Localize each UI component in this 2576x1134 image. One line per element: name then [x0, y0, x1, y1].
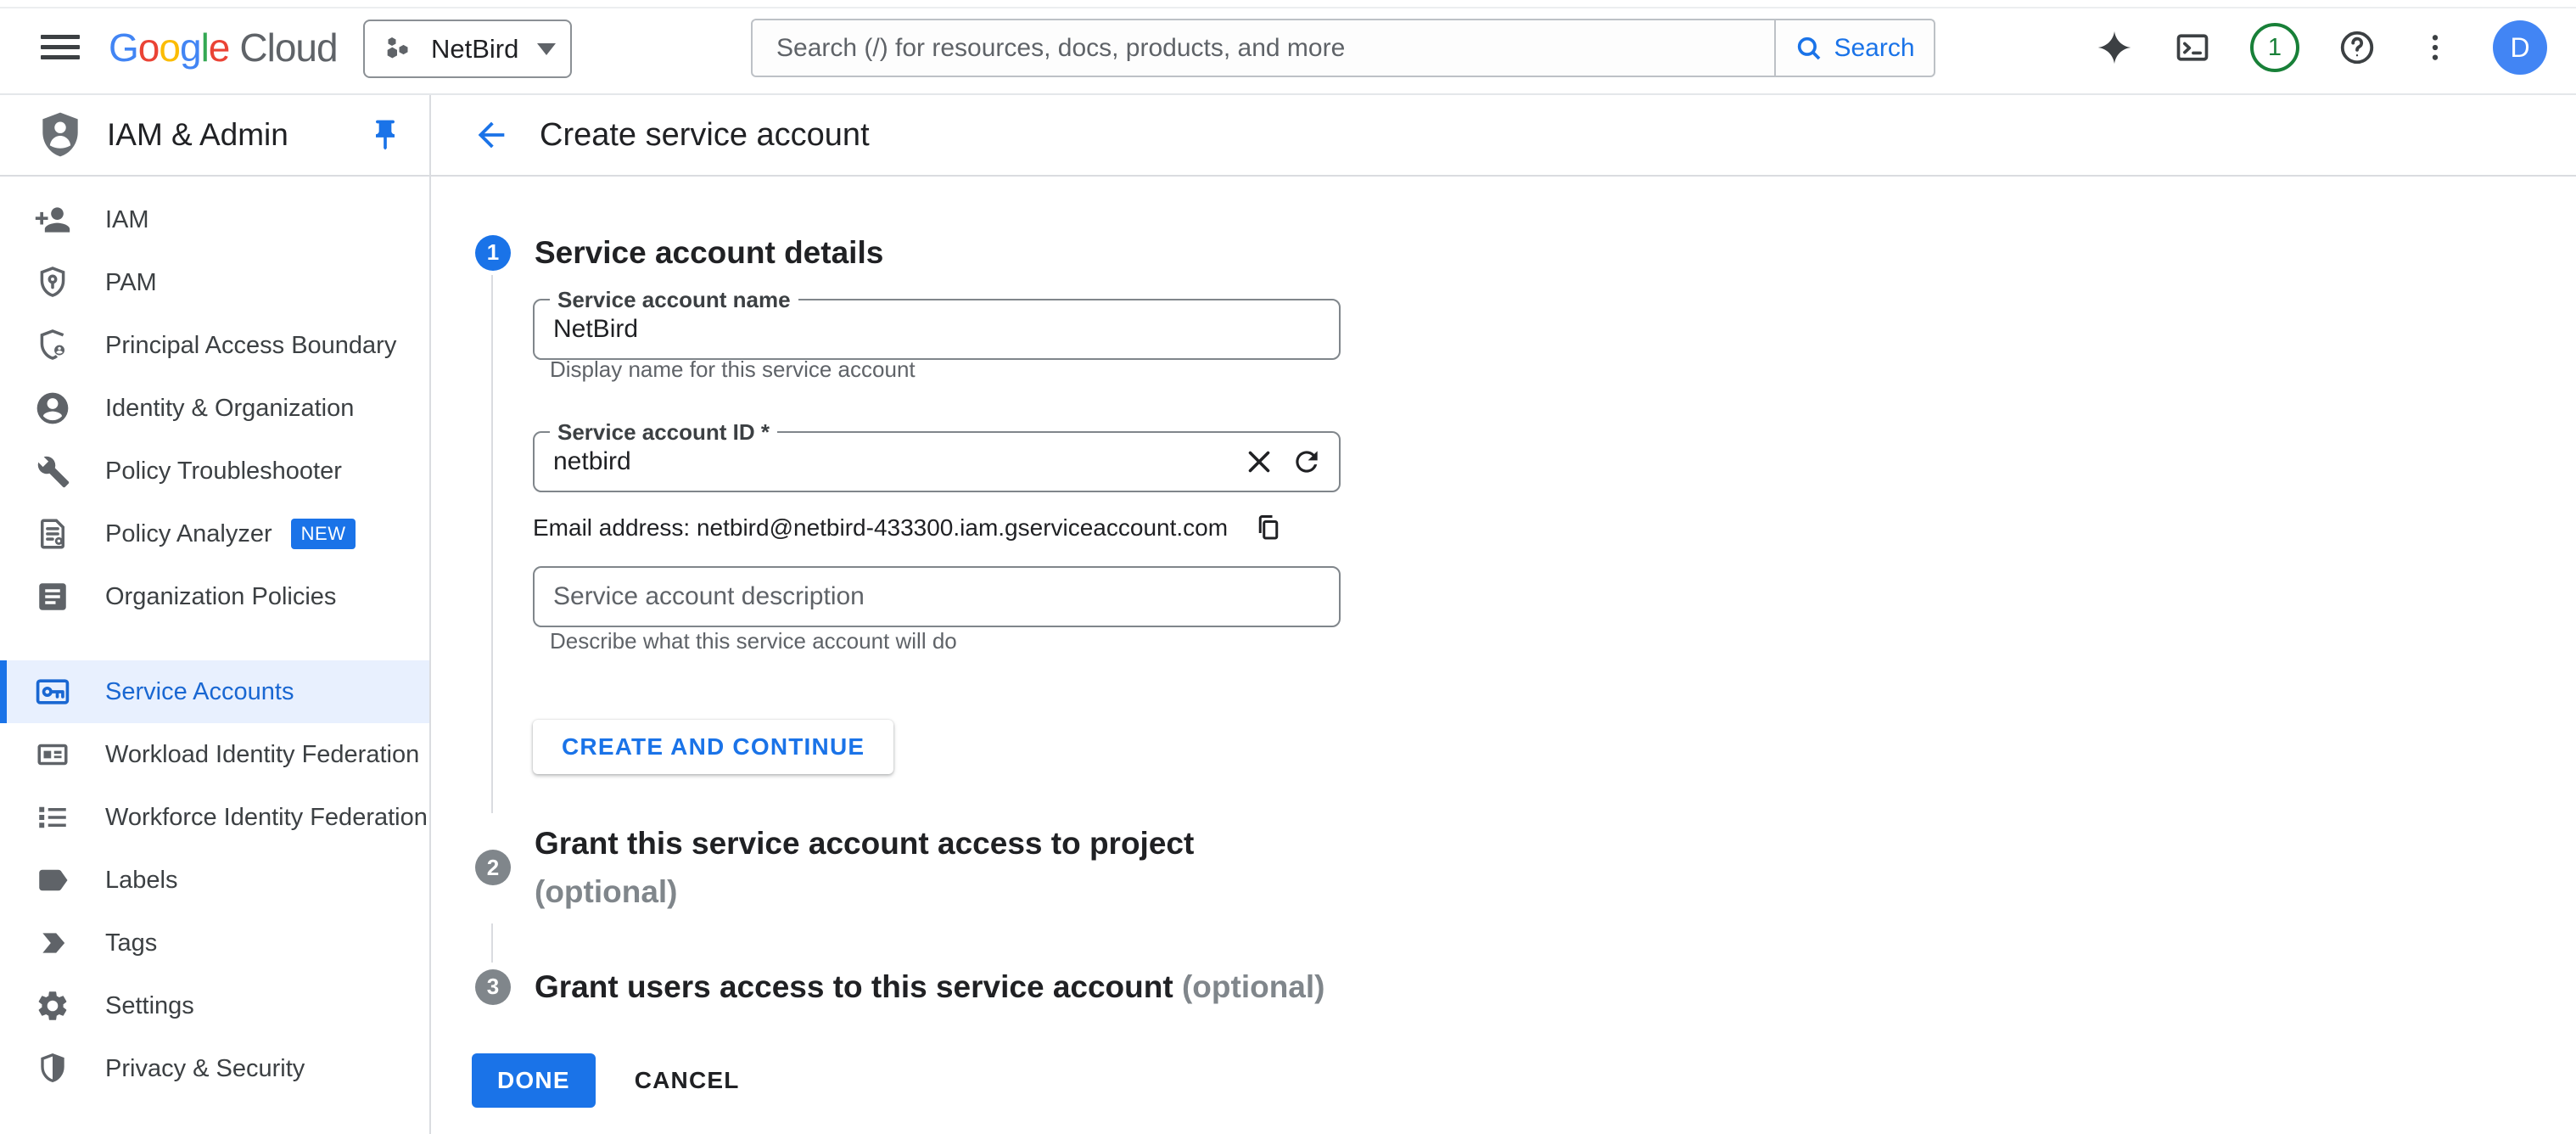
shield-half-icon	[34, 1050, 71, 1087]
email-address-text: Email address: netbird@netbird-433300.iam.gserviceaccount.com	[533, 514, 1229, 541]
sidebar-nav	[0, 177, 431, 1134]
sub-header	[0, 95, 2576, 177]
service-account-id-field	[533, 419, 1341, 492]
clear-icon[interactable]	[1235, 438, 1283, 486]
service-account-key-icon	[34, 673, 71, 710]
sidebar-item-settings[interactable]: Settings	[0, 974, 429, 1037]
copy-icon[interactable]	[1250, 509, 1287, 547]
wrench-icon	[34, 452, 71, 490]
new-badge: NEW	[291, 519, 356, 549]
service-account-name-label: Service account name	[550, 287, 798, 313]
step-connector-1	[491, 275, 493, 813]
create-and-continue-button[interactable]: CREATE AND CONTINUE	[533, 720, 893, 774]
project-selector[interactable]	[363, 20, 572, 78]
google-cloud-logo: Google Cloud	[109, 25, 338, 70]
sidebar-item-identity-organization[interactable]: Identity & Organization	[0, 377, 429, 440]
top-bar	[0, 0, 2576, 95]
shield-key-icon	[34, 264, 71, 301]
sidebar-item-workforce-identity-federation[interactable]: Workforce Identity Federation	[0, 786, 429, 849]
sidebar-item-privacy-security[interactable]: Privacy & Security	[0, 1037, 429, 1100]
step-3-circle: 3	[475, 969, 511, 1005]
email-address-row	[533, 509, 1287, 547]
gemini-spark-icon[interactable]	[2094, 27, 2135, 68]
card-icon	[34, 736, 71, 773]
description-helper-text: Describe what this service account will do	[550, 628, 957, 654]
account-circle-icon	[34, 390, 71, 427]
notifications-badge[interactable]: 1	[2250, 23, 2299, 72]
help-icon[interactable]	[2337, 27, 2377, 68]
service-account-name-field	[533, 287, 1341, 360]
shield-person-icon	[34, 327, 71, 364]
list-icon	[34, 799, 71, 836]
sidebar-header	[0, 95, 431, 177]
service-account-id-label: Service account ID *	[550, 419, 777, 446]
search-button[interactable]: Search	[1774, 20, 1934, 76]
refresh-icon[interactable]	[1283, 438, 1330, 486]
step-1-header	[475, 228, 883, 277]
hamburger-menu-icon[interactable]	[41, 29, 80, 66]
done-button[interactable]: DONE	[472, 1053, 596, 1108]
more-vertical-icon[interactable]	[2415, 27, 2456, 68]
back-arrow-icon[interactable]	[472, 115, 511, 154]
tag-arrow-icon	[34, 924, 71, 962]
sidebar-item-workload-identity-federation[interactable]: Workload Identity Federation	[0, 723, 429, 786]
step-3-title: Grant users access to this service account (optional)	[535, 969, 1325, 1004]
sidebar-item-pam[interactable]: PAM	[0, 251, 429, 314]
gear-icon	[34, 987, 71, 1025]
step-2-header	[475, 819, 1281, 916]
service-account-description-input[interactable]	[535, 582, 1339, 611]
service-account-description-field	[533, 566, 1341, 627]
sidebar-item-tags[interactable]: Tags	[0, 912, 429, 974]
sidebar-item-iam[interactable]: IAM	[0, 188, 429, 251]
project-name: NetBird	[431, 33, 519, 64]
project-hexagons-icon	[382, 32, 416, 66]
chevron-down-icon	[537, 43, 556, 55]
iam-admin-shield-icon	[34, 109, 87, 161]
step-connector-2	[491, 923, 493, 963]
step-3-optional: (optional)	[1181, 969, 1325, 1004]
sidebar-item-organization-policies[interactable]: Organization Policies	[0, 565, 429, 628]
search-icon	[1795, 34, 1823, 63]
step-2-title: Grant this service account access to project (optional)	[535, 826, 1195, 909]
form-actions	[472, 1053, 740, 1108]
section-title: IAM & Admin	[107, 117, 288, 152]
step-1-circle: 1	[475, 235, 511, 271]
sidebar-item-principal-access-boundary[interactable]: Principal Access Boundary	[0, 314, 429, 377]
search-box	[751, 19, 1935, 77]
sidebar-item-policy-analyzer[interactable]: Policy Analyzer NEW	[0, 502, 429, 565]
sidebar-item-service-accounts[interactable]: Service Accounts	[0, 660, 429, 723]
service-account-name-input[interactable]	[535, 315, 1339, 344]
person-add-icon	[34, 201, 71, 239]
step-2-optional: (optional)	[535, 874, 678, 909]
pin-icon[interactable]	[367, 117, 404, 154]
page-title: Create service account	[540, 116, 870, 153]
article-icon	[34, 578, 71, 615]
main-content	[431, 177, 2576, 1134]
label-icon	[34, 862, 71, 899]
page-header	[431, 95, 2576, 177]
name-helper-text: Display name for this service account	[550, 356, 916, 382]
step-2-circle: 2	[475, 850, 511, 885]
step-3-header	[475, 963, 1324, 1011]
cloud-shell-icon[interactable]	[2172, 27, 2213, 68]
sidebar-item-labels[interactable]: Labels	[0, 849, 429, 912]
sidebar-item-policy-troubleshooter[interactable]: Policy Troubleshooter	[0, 440, 429, 502]
cancel-button[interactable]: CANCEL	[634, 1067, 740, 1093]
service-account-id-input[interactable]	[535, 447, 1235, 476]
step-1-title: Service account details	[535, 235, 884, 270]
doc-search-icon	[34, 515, 71, 553]
top-right-icons	[2094, 0, 2547, 95]
avatar[interactable]: D	[2493, 20, 2547, 75]
search-input[interactable]	[753, 20, 1774, 76]
